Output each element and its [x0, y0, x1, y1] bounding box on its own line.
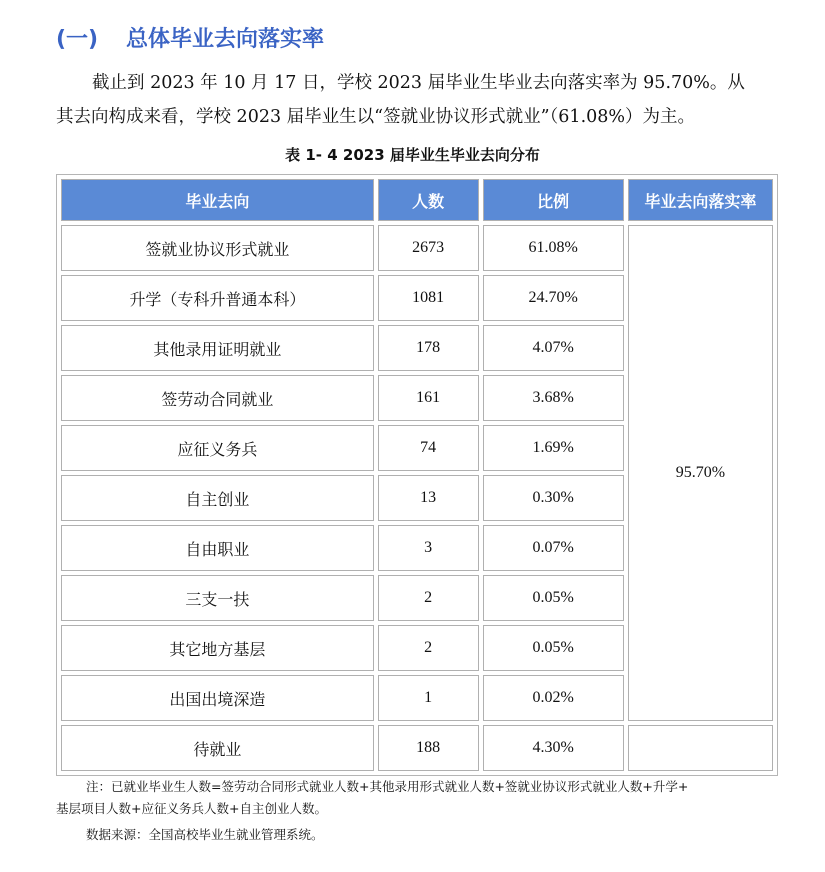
- row-category: 出国出境深造: [61, 675, 374, 721]
- summary-paragraph: [56, 66, 786, 134]
- header-ratio: 比例: [483, 179, 624, 221]
- row-count: 1: [378, 675, 479, 721]
- section-title: 总体毕业去向落实率: [126, 27, 325, 52]
- row-ratio: 3.68%: [483, 375, 624, 421]
- note-line-1: 注：已就业毕业生人数=签劳动合同形式就业人数+其他录用形式就业人数+签就业协议形式就业人数+升学+: [86, 779, 689, 794]
- row-ratio: 1.69%: [483, 425, 624, 471]
- paragraph-line-2: 其去向构成来看，学校 2023 届毕业生以“签就业协议形式就业”（61.08%）为主。: [56, 107, 696, 127]
- row-ratio: 0.02%: [483, 675, 624, 721]
- table-row: [61, 725, 773, 771]
- row-count: 13: [378, 475, 479, 521]
- row-category: 签劳动合同就业: [61, 375, 374, 421]
- section-heading: [56, 22, 324, 53]
- row-count: 1081: [378, 275, 479, 321]
- row-ratio: 61.08%: [483, 225, 624, 271]
- paragraph-line-1: 截止到 2023 年 10 月 17 日，学校 2023 届毕业生毕业去向落实率为 95.70%。从: [92, 73, 745, 93]
- row-category: 应征义务兵: [61, 425, 374, 471]
- row-category: 签就业协议形式就业: [61, 225, 374, 271]
- row-category: 其它地方基层: [61, 625, 374, 671]
- row-count: 74: [378, 425, 479, 471]
- row-category: 自由职业: [61, 525, 374, 571]
- overall-rate-cell: 95.70%: [628, 225, 773, 721]
- row-count: 178: [378, 325, 479, 371]
- row-ratio: 0.30%: [483, 475, 624, 521]
- table-row: [61, 225, 773, 271]
- destination-table: [56, 174, 778, 776]
- row-category: 其他录用证明就业: [61, 325, 374, 371]
- row-category: 三支一扶: [61, 575, 374, 621]
- data-source: 数据来源：全国高校毕业生就业管理系统。: [86, 827, 324, 842]
- table-note: [56, 776, 796, 846]
- row-count: 188: [378, 725, 479, 771]
- row-category: 自主创业: [61, 475, 374, 521]
- header-rate: 毕业去向落实率: [628, 179, 773, 221]
- table-caption: 表 1- 4 2023 届毕业生毕业去向分布: [285, 146, 540, 164]
- section-number: (一): [56, 27, 99, 52]
- row-category: 待就业: [61, 725, 374, 771]
- row-ratio: 0.07%: [483, 525, 624, 571]
- row-ratio: 0.05%: [483, 625, 624, 671]
- empty-rate-cell: [628, 725, 773, 771]
- row-category: 升学（专科升普通本科）: [61, 275, 374, 321]
- row-count: 2: [378, 625, 479, 671]
- row-count: 161: [378, 375, 479, 421]
- row-count: 3: [378, 525, 479, 571]
- row-count: 2673: [378, 225, 479, 271]
- header-count: 人数: [378, 179, 479, 221]
- note-line-2: 基层项目人数+应征义务兵人数+自主创业人数。: [56, 801, 327, 816]
- row-ratio: 24.70%: [483, 275, 624, 321]
- table-header-row: [61, 179, 773, 221]
- row-ratio: 4.07%: [483, 325, 624, 371]
- row-ratio: 4.30%: [483, 725, 624, 771]
- row-ratio: 0.05%: [483, 575, 624, 621]
- row-count: 2: [378, 575, 479, 621]
- header-destination: 毕业去向: [61, 179, 374, 221]
